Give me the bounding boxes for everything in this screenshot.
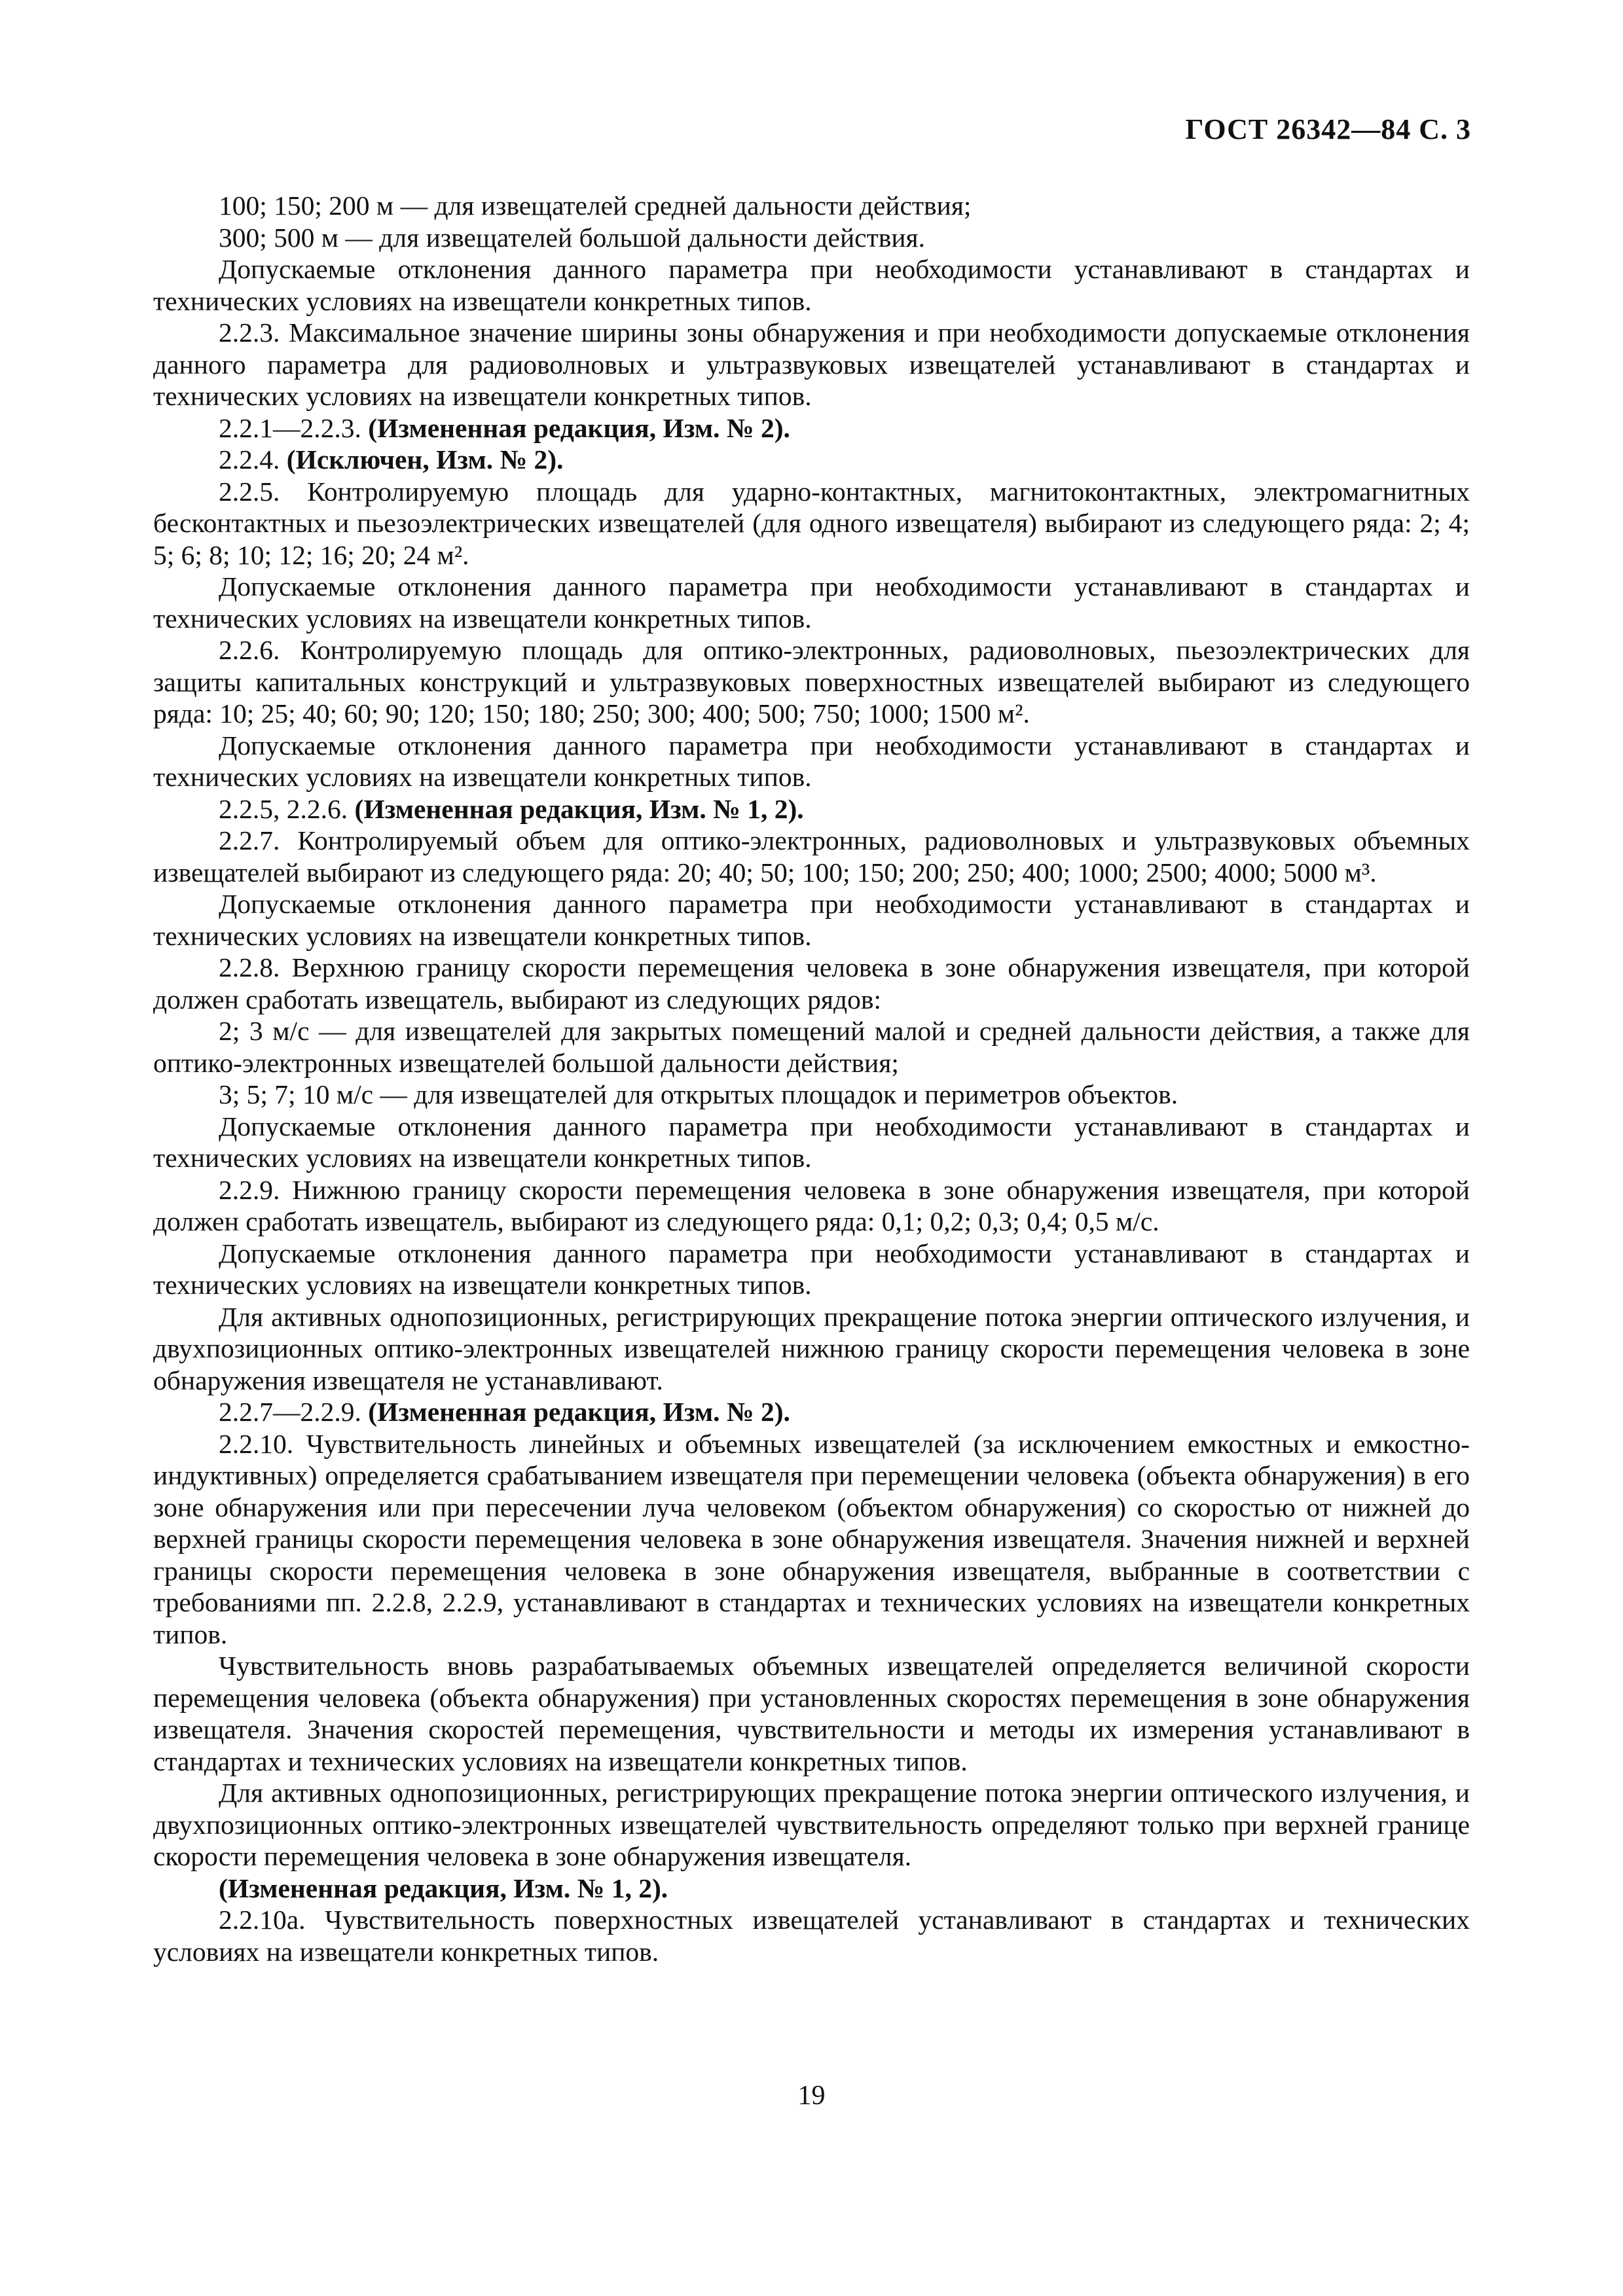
paragraph: 2.2.7. Контролируемый объем для оптико-электронных, радиоволновых и ультразвуковых объемных извещателей выбирают из следующего ряда: 20; 40; 50; 100; 150; 200; 250; 400; 1000; 2500; 4000; 5000 м³. (153, 825, 1470, 888)
paragraph: 100; 150; 200 м — для извещателей средней дальности действия; (219, 190, 972, 221)
paragraph: 2.2.3. Максимальное значение ширины зоны обнаружения и при необходимости допускаемые отклонения данного параметра для радиоволновых и ультразвуковых извещателей устанавливают в стандартах и технических условиях на извещатели конкретных типов. (153, 317, 1470, 411)
paragraph: Для активных однопозиционных, регистрирующих прекращение потока энергии оптического излучения, и двухпозиционных оптико-электронных извещателей нижнюю границу скорости перемещения человека в зоне обнаружения извещателя не устанавливают. (153, 1301, 1470, 1395)
amendment-clauses: 2.2.4. (219, 444, 287, 475)
paragraph: 2.2.6. Контролируемую площадь для оптико-электронных, радиоволновых, пьезоэлектрических для защиты капитальных конструкций и ультразвуковых поверхностных извещателей выбирают из следующего ряда: 10; 25; 40; 60; 90; 120; 150; 180; 250; 300; 400; 500; 750; 1000; 1500 м². (153, 635, 1470, 728)
paragraph: 2.2.8. Верхнюю границу скорости перемещения человека в зоне обнаружения извещателя, при которой должен сработать извещатель, выбирают из следующих рядов: (153, 952, 1470, 1014)
amendment-note (153, 1396, 1470, 1428)
paragraph: Допускаемые отклонения данного параметра при необходимости устанавливают в стандартах и технических условиях на извещатели конкретных типов. (153, 1111, 1470, 1173)
paragraph: 2.2.9. Нижнюю границу скорости перемещения человека в зоне обнаружения извещателя, при которой должен сработать извещатель, выбирают из следующего ряда: 0,1; 0,2; 0,3; 0,4; 0,5 м/с. (153, 1174, 1470, 1236)
paragraph: 2.2.10а. Чувствительность поверхностных извещателей устанавливают в стандартах и технических условиях на извещатели конкретных типов. (153, 1905, 1470, 1967)
amendment-note (153, 444, 1470, 476)
amendment-clauses: 2.2.7—2.2.9. (219, 1397, 369, 1427)
amendment-clauses: 2.2.5, 2.2.6. (219, 793, 355, 824)
paragraph: 2.2.5. Контролируемую площадь для ударно-контактных, магнитоконтактных, электромагнитных бесконтактных и пьезоэлектрических извещателей (для одного извещателя) выбирают из следующего ряда: 2; 4; 5; 6; 8; 10; 12; 16; 20; 24 м². (153, 476, 1470, 570)
amendment-text: (Измененная редакция, Изм. № 1, 2). (354, 793, 804, 824)
paragraph: Допускаемые отклонения данного параметра при необходимости устанавливают в стандартах и технических условиях на извещатели конкретных типов. (153, 889, 1470, 951)
amendment-note (153, 412, 1470, 444)
paragraph: 3; 5; 7; 10 м/с — для извещателей для открытых площадок и периметров объектов. (219, 1079, 1178, 1109)
paragraph: Допускаемые отклонения данного параметра при необходимости устанавливают в стандартах и технических условиях на извещатели конкретных типов. (153, 571, 1470, 634)
paragraph: 300; 500 м — для извещателей большой дальности действия. (219, 222, 925, 253)
page-number: 19 (797, 2081, 826, 2111)
amendment-text: (Исключен, Изм. № 2). (286, 444, 564, 475)
amendment-note (153, 1873, 1470, 1905)
document-body (153, 190, 1470, 1967)
amendment-text: (Измененная редакция, Изм. № 1, 2). (219, 1873, 668, 1903)
amendment-clauses: 2.2.1—2.2.3. (219, 412, 369, 443)
paragraph: 2; 3 м/с — для извещателей для закрытых помещений малой и средней дальности действия, а также для оптико-электронных извещателей большой дальности действия; (153, 1016, 1470, 1078)
paragraph: Допускаемые отклонения данного параметра при необходимости устанавливают в стандартах и технических условиях на извещатели конкретных типов. (153, 1238, 1470, 1300)
page-header: ГОСТ 26342—84 С. 3 (1185, 113, 1471, 145)
paragraph: Чувствительность вновь разрабатываемых объемных извещателей определяется величиной скорости перемещения человека (объекта обнаружения) при установленных скоростях перемещения в зоне обнаружения извещателя. Значения скоростей перемещения, чувствительности и методы их измерения устанавливают в стандартах и технических условиях на извещатели конкретных типов. (153, 1651, 1470, 1776)
amendment-note (153, 793, 1470, 825)
amendment-text: (Измененная редакция, Изм. № 2). (368, 1397, 790, 1427)
paragraph: 2.2.10. Чувствительность линейных и объемных извещателей (за исключением емкостных и емкостно-индуктивных) определяется срабатыванием извещателя при перемещении человека (объекта обнаружения) в его зоне обнаружения или при пересечении луча человеком (объектом обнаружения) со скоростью от нижней до верхней границы скорости перемещения человека в зоне обнаружения извещателя. Значения нижней и верхней границы скорости перемещения человека в зоне обнаружения извещателя, выбранные в соответствии с требованиями пп. 2.2.8, 2.2.9, устанавливают в стандартах и технических условиях на извещатели конкретных типов. (153, 1428, 1470, 1649)
paragraph: Для активных однопозиционных, регистрирующих прекращение потока энергии оптического излучения, и двухпозиционных оптико-электронных извещателей чувствительность определяют только при верхней границе скорости перемещения человека в зоне обнаружения извещателя. (153, 1778, 1470, 1871)
paragraph: Допускаемые отклонения данного параметра при необходимости устанавливают в стандартах и технических условиях на извещатели конкретных типов. (153, 730, 1470, 792)
paragraph: Допускаемые отклонения данного параметра при необходимости устанавливают в стандартах и технических условиях на извещатели конкретных типов. (153, 254, 1470, 316)
amendment-text: (Измененная редакция, Изм. № 2). (368, 412, 790, 443)
